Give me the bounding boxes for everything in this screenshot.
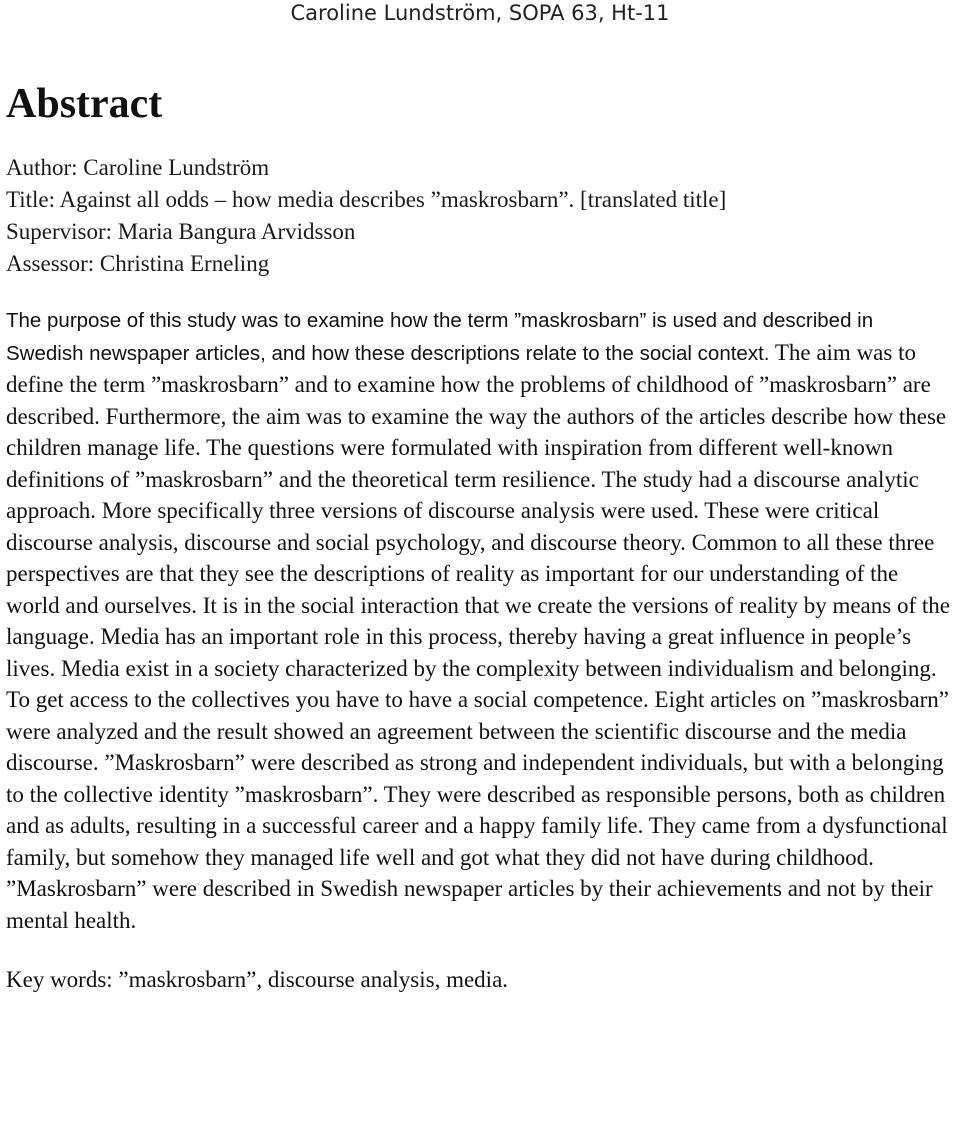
metadata-block: [6, 152, 956, 280]
keywords-line: Key words: ”maskrosbarn”, discourse analysis, media.: [6, 967, 509, 992]
author-line: Author: Caroline Lundström: [6, 155, 270, 180]
abstract-body-opening: The purpose of this study was to examine how the term ”maskrosbarn” is used and described in Swedish newspaper articles, and how these descriptions relate to the social context.: [6, 309, 874, 365]
assessor-line: Assessor: Christina Erneling: [6, 251, 270, 276]
abstract-title: Abstract: [6, 81, 163, 127]
title-line: Title: Against all odds – how media describes ”maskrosbarn”. [translated title]: [6, 187, 727, 212]
page-header: Caroline Lundström, SOPA 63, Ht-11: [290, 1, 670, 25]
supervisor-line: Supervisor: Maria Bangura Arvidsson: [6, 219, 356, 244]
abstract-body: [6, 304, 956, 936]
abstract-body-text: The aim was to define the term ”maskrosbarn” and to examine how the problems of childhood of ”maskrosbarn” are described. Furthermore, the aim was to examine the way the authors of the articles describe how these children manage life. The questions were formulated with inspiration from different well-known definitions of ”maskrosbarn” and the theoretical term resilience. The study had a discourse analytic approach. More specifically three versions of discourse analysis were used. These were critical discourse analysis, discourse and social psychology, and discourse theory. Common to all these three perspectives are that they see the descriptions of reality as important for our understanding of the world and ourselves. It is in the social interaction that we create the versions of reality by means of the language. Media has an important role in this process, thereby having a great influence in people’s lives. Media exist in a society characterized by the complexity between individualism and belonging. To get access to the collectives you have to have a social competence. Eight articles on ”maskrosbarn” were analyzed and the result showed an agreement between the scientific discourse and the media discourse. ”Maskrosbarn” were described as strong and independent individuals, but with a belonging to the collective identity ”maskrosbarn”. They were described as responsible persons, both as children and as adults, resulting in a successful career and a happy family life. They came from a dysfunctional family, but somehow they managed life well and got what they did not have during childhood. ”Maskrosbarn” were described in Swedish newspaper articles by their achievements and not by their mental health.: [6, 339, 950, 933]
document-page: [6, 78, 956, 996]
